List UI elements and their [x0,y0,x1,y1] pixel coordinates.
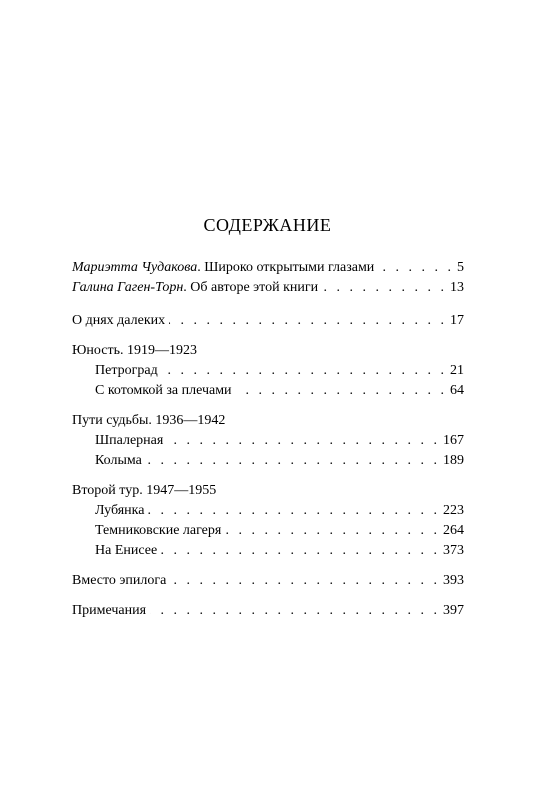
toc-section-paths [72,411,464,431]
toc-entry-author: Мариэтта Чудакова [72,260,198,275]
toc-entry-author: Галина Гаген-Торн [72,280,184,295]
toc-entry-work: . Широко открытыми глазами [197,260,375,275]
toc-entry-title: Лубянка [95,503,145,518]
toc-entry-work: . Об авторе этой книги [183,280,319,295]
toc-page-number: 21 [450,363,464,378]
toc-page-number: 264 [443,523,464,538]
toc-entry-title: Примечания [72,603,147,618]
toc-entry-intro-gagen-torn [72,278,464,298]
toc-page-number: 5 [457,260,464,275]
toc-entry-notes [72,601,464,621]
dot-leader [169,311,447,331]
dot-leader [322,278,447,298]
dot-leader [161,541,440,561]
toc-page-number: 189 [443,453,464,468]
toc-section-title: Второй тур. 1947—1955 [72,483,217,498]
toc-entry-title: С котомкой за плечами [95,383,232,398]
toc-page-number: 167 [443,433,464,448]
toc-entry-intro-chudakova [72,258,464,278]
dot-leader [150,601,440,621]
toc-entry-title: Шпалерная [95,433,164,448]
toc-section-youth [72,341,464,361]
toc-section-second-tour [72,481,464,501]
toc-page-number: 373 [443,543,464,558]
toc-page-number: 17 [450,313,464,328]
dot-leader [170,571,440,591]
toc-entry-temnikov [72,521,464,541]
toc-entry-title: Петроград [95,363,158,378]
toc-entry-title: На Енисее [95,543,158,558]
dot-leader [162,361,447,381]
dot-leader [236,381,447,401]
dot-leader [148,501,440,521]
toc-entry-title [72,258,374,278]
toc-page-number: 64 [450,383,464,398]
toc-entry-title: О днях далеких [72,313,166,328]
toc-entry-kolyma [72,451,464,471]
toc-page-number: 397 [443,603,464,618]
toc-page-number: 223 [443,503,464,518]
toc-entry-title: Колыма [95,453,142,468]
page-title: СОДЕРЖАНИЕ [203,215,332,235]
toc-entry-lubyanka [72,501,464,521]
toc-section-title: Пути судьбы. 1936—1942 [72,413,226,428]
dot-leader [146,451,440,471]
table-of-contents [72,258,464,621]
dot-leader [225,521,440,541]
toc-entry-title [72,278,318,298]
toc-entry-shpalernaya [72,431,464,451]
toc-entry-title: Вместо эпилога [72,573,167,588]
toc-entry-petrograd [72,361,464,381]
toc-entry-title: Темниковские лагеря [95,523,222,538]
toc-entry-kotomka [72,381,464,401]
toc-page-number: 13 [450,280,464,295]
toc-section-title: Юность. 1919—1923 [72,343,197,358]
toc-entry-enisey [72,541,464,561]
toc-page-number: 393 [443,573,464,588]
toc-entry-epilog [72,571,464,591]
toc-entry-days [72,311,464,331]
dot-leader [378,258,454,278]
dot-leader [167,431,440,451]
